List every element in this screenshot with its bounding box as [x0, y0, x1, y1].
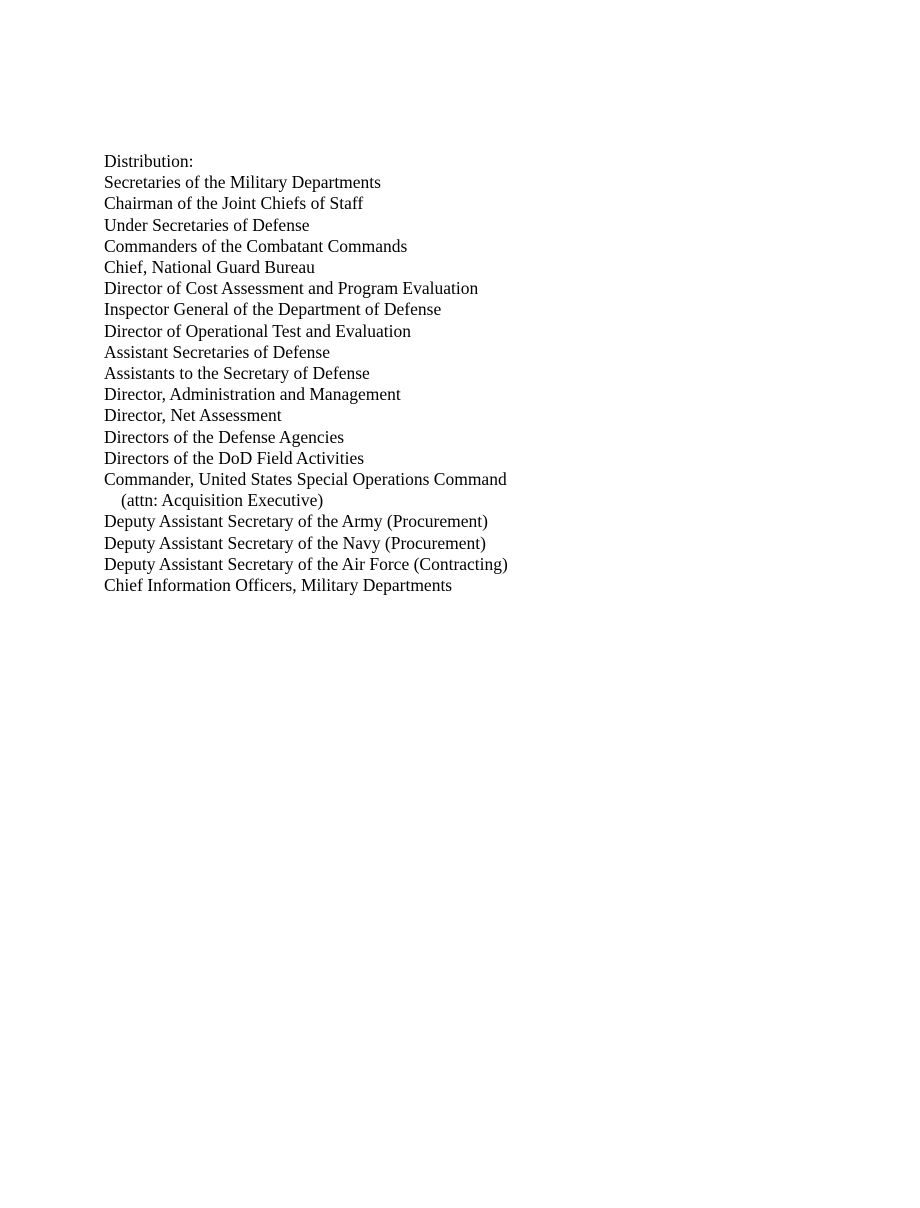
distribution-item: Director of Operational Test and Evaluation [104, 320, 412, 341]
distribution-item: Directors of the Defense Agencies [104, 426, 345, 447]
distribution-item: Director, Net Assessment [104, 405, 282, 426]
distribution-item: Under Secretaries of Defense [104, 214, 310, 235]
distribution-item: Director of Cost Assessment and Program Evaluation [104, 278, 479, 299]
distribution-item: Deputy Assistant Secretary of the Air Force (Contracting) [104, 553, 508, 574]
distribution-item: Chairman of the Joint Chiefs of Staff [104, 193, 364, 214]
distribution-item: Commander, United States Special Operations Command [104, 469, 507, 490]
distribution-item: Chief, National Guard Bureau [104, 257, 315, 278]
distribution-item: Director, Administration and Management [104, 384, 401, 405]
distribution-item: Inspector General of the Department of Defense [104, 299, 442, 320]
distribution-item: Assistants to the Secretary of Defense [104, 363, 370, 384]
distribution-item: Assistant Secretaries of Defense [104, 341, 330, 362]
distribution-item: Deputy Assistant Secretary of the Army (Procurement) [104, 511, 488, 532]
distribution-list [104, 151, 508, 596]
distribution-item-attention-note: (attn: Acquisition Executive) [121, 490, 324, 511]
distribution-heading: Distribution: [104, 151, 194, 171]
distribution-item: Commanders of the Combatant Commands [104, 235, 408, 256]
distribution-item: Deputy Assistant Secretary of the Navy (Procurement) [104, 532, 486, 553]
distribution-item: Directors of the DoD Field Activities [104, 447, 365, 468]
distribution-item: Secretaries of the Military Departments [104, 172, 381, 193]
distribution-item: Chief Information Officers, Military Departments [104, 575, 453, 596]
